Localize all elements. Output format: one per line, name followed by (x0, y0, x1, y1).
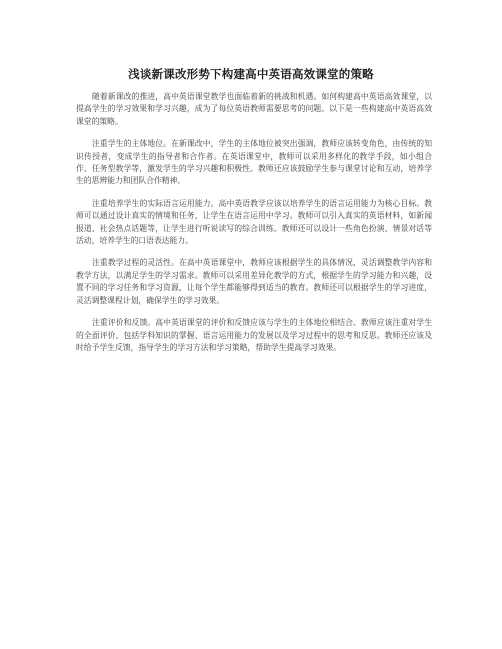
paragraph-student-centered: 注重学生的主体地位。在新课改中，学生的主体地位被突出强调，教师应该转变角色，由传统的知识传授者，变成学生的指导者和合作者。在英语课堂中，教师可以采用多样化的教学手段，如小组合作、任务型教学等，激发学生的学习兴趣和积极性。教师还应该鼓励学生参与课堂讨论和互动，培养学生的思辨能力和团队合作精神。 (76, 139, 432, 186)
document-title: 浅谈新课改形势下构建高中英语高效课堂的策略 (128, 67, 374, 81)
paragraph-language-use: 注重培养学生的实际语言运用能力。高中英语教学应该以培养学生的语言运用能力为核心目标。教师可以通过设计真实的情境和任务，让学生在语言运用中学习。教师可以引入真实的英语材料，如新闻报道、社会热点话题等，让学生进行听说读写的综合训练。教师还可以设计一些角色扮演、情景对话等活动，培养学生的口语表达能力。 (76, 198, 432, 246)
paragraph-intro: 随着新课改的推进，高中英语课堂教学也面临着新的挑战和机遇。如何构建高中英语高效课堂，以提高学生的学习效果和学习兴趣，成为了每位英语教师需要思考的问题。以下是一些构建高中英语高效课堂的策略。 (76, 92, 432, 126)
paragraph-evaluation: 注重评价和反馈。高中英语课堂的评价和反馈应该与学生的主体地位相结合。教师应该注重对学生的全面评价，包括学科知识的掌握、语言运用能力的发展以及学习过程中的思考和反思。教师还应该及时给予学生反馈，指导学生的学习方法和学习策略，帮助学生提高学习效果。 (76, 318, 432, 352)
paragraph-flexibility: 注重教学过程的灵活性。在高中英语课堂中，教师应该根据学生的具体情况，灵活调整教学内容和教学方法，以满足学生的学习需求。教师可以采用差异化教学的方式，根据学生的学习能力和兴趣，设置不同的学习任务和学习资源，让每个学生都能够得到适当的教育。教师还可以根据学生的学习进度，灵活调整课程计划，确保学生的学习效果。 (76, 258, 432, 305)
document-body (76, 91, 432, 364)
